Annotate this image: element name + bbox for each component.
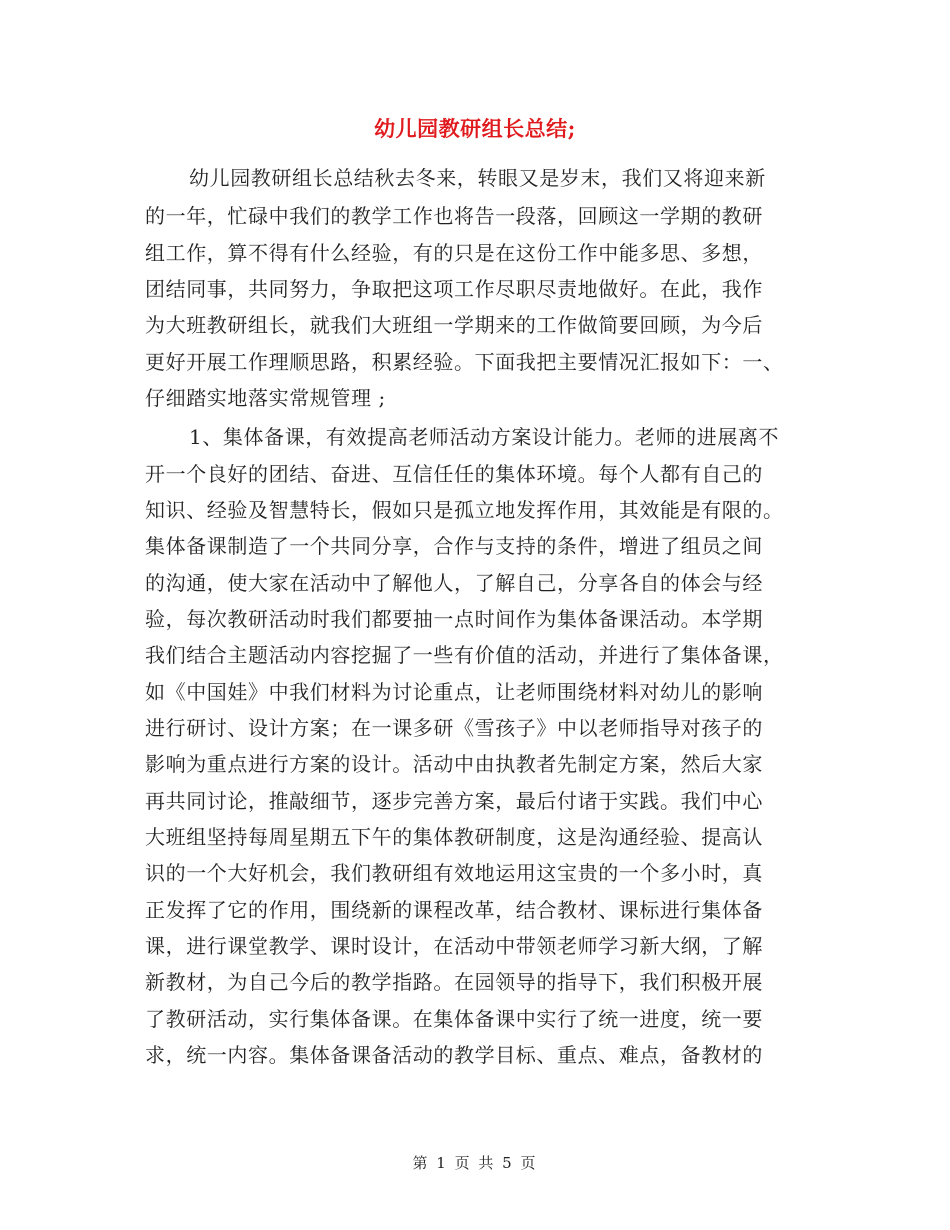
paragraph-line: 知识、经验及智慧特长，假如只是孤立地发挥作用，其效能是有限的。 (145, 498, 784, 522)
paragraph-line: 幼儿园教研组长总结秋去冬来，转眼又是岁末，我们又将迎来新 (189, 166, 766, 190)
paragraph-line: 的一年，忙碌中我们的教学工作也将告一段落，回顾这一学期的教研 (145, 204, 763, 228)
paragraph-line: 进行研讨、设计方案；在一课多研《雪孩子》中以老师指导对孩子的 (145, 716, 763, 740)
paragraph-line: 正发挥了它的作用，围绕新的课程改革，结合教材、课标进行集体备 (145, 898, 763, 922)
paragraph-line: 影响为重点进行方案的设计。活动中由执教者先制定方案，然后大家 (145, 752, 763, 776)
paragraph-line: 集体备课制造了一个共同分享，合作与支持的条件，增进了组员之间 (145, 534, 763, 558)
paragraph-line: 新教材，为自己今后的教学指路。在园领导的指导下，我们积极开展 (145, 970, 763, 994)
paragraph-line: 求，统一内容。集体备课备活动的教学目标、重点、难点，备教材的 (145, 1043, 763, 1067)
paragraph-line: 组工作，算不得有什么经验，有的只是在这份工作中能多思、多想， (145, 241, 763, 265)
paragraph-line: 团结同事，共同努力，争取把这项工作尽职尽责地做好。在此，我作 (145, 277, 763, 301)
document-title: 幼儿园教研组长总结; (374, 116, 576, 141)
paragraph-line: 验，每次教研活动时我们都要抽一点时间作为集体备课活动。本学期 (145, 607, 763, 631)
paragraph-line: 更好开展工作理顺思路，积累经验。下面我把主要情况汇报如下：一、 (145, 350, 784, 374)
paragraph-line: 的沟通，使大家在活动中了解他人，了解自己，分享各自的体会与经 (145, 571, 763, 595)
paragraph-line: 仔细踏实地落实常规管理 ; (145, 386, 386, 410)
page-number-footer: 第 1 页 共 5 页 (412, 1154, 538, 1172)
paragraph-line: 再共同讨论，推敲细节，逐步完善方案，最后付诸于实践。我们中心 (145, 789, 763, 813)
paragraph-line: 为大班教研组长，就我们大班组一学期来的工作做简要回顾，为今后 (145, 313, 763, 337)
paragraph-line: 如《中国娃》中我们材料为讨论重点，让老师围绕材料对幼儿的影响 (145, 680, 763, 704)
paragraph-line: 大班组坚持每周星期五下午的集体教研制度，这是沟通经验、提高认 (145, 825, 763, 849)
paragraph-line: 课，进行课堂教学、课时设计，在活动中带领老师学习新大纲，了解 (145, 934, 763, 958)
paragraph-line: 我们结合主题活动内容挖掘了一些有价值的活动，并进行了集体备课， (145, 643, 784, 667)
paragraph-line: 开一个良好的团结、奋进、互信任任的集体环境。每个人都有自己的 (145, 462, 763, 486)
paragraph-line: 识的一个大好机会，我们教研组有效地运用这宝贵的一个多小时，真 (145, 861, 763, 885)
paragraph-line: 了教研活动，实行集体备课。在集体备课中实行了统一进度，统一要 (145, 1007, 763, 1031)
paragraph-line: 1、集体备课，有效提高老师活动方案设计能力。老师的进展离不 (189, 425, 780, 449)
